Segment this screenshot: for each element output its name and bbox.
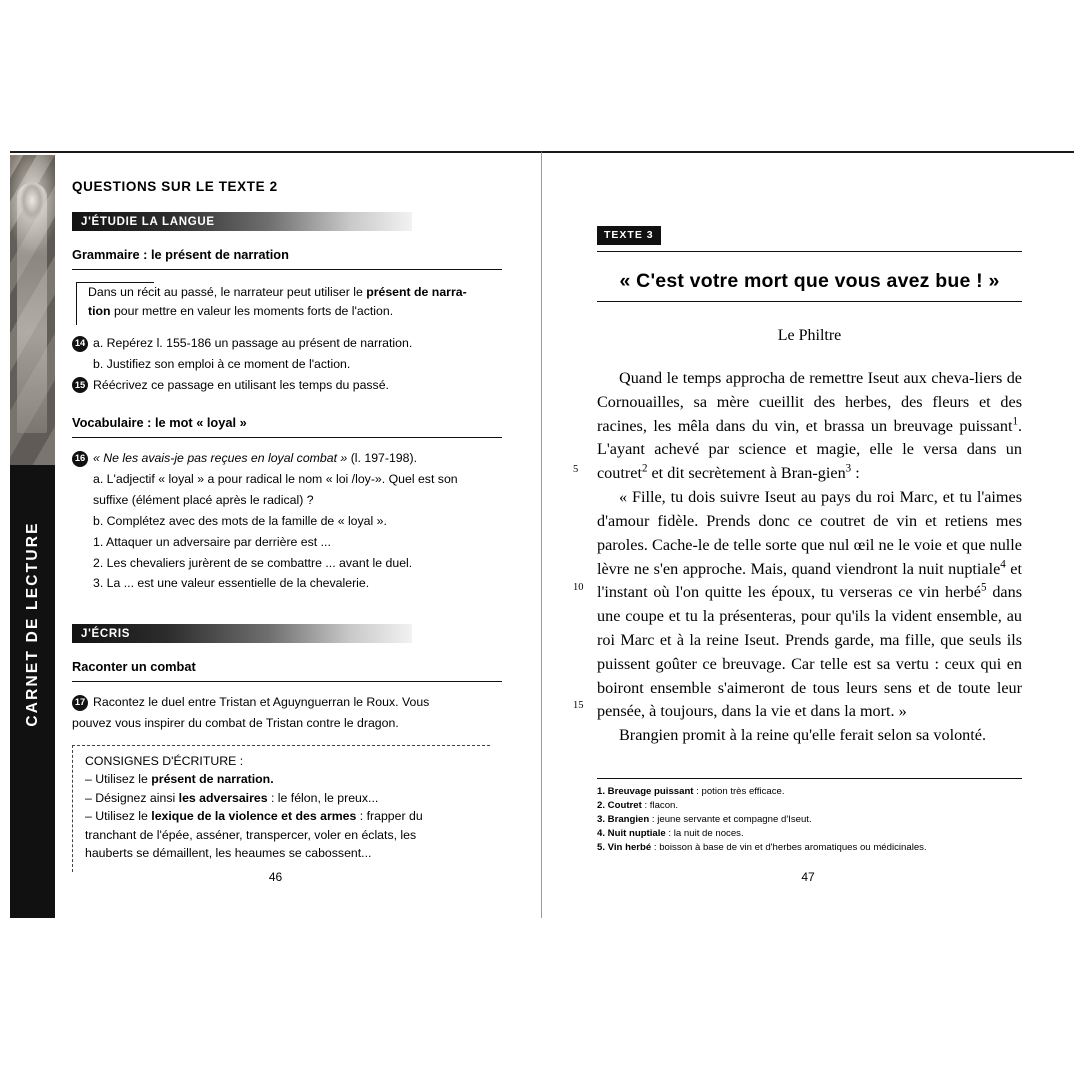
footnote-4-label: 4. Nuit nuptiale <box>597 827 666 839</box>
guideline-3-line3: hauberts se démaillent, les heaumes se cabossent... <box>85 846 372 861</box>
question-16a-line1: a. L'adjectif « loyal » a pour radical le nom « loi /loy-». Quel est son <box>93 472 458 487</box>
guideline-3-post: : frapper du <box>356 809 423 824</box>
guideline-3-pre: – Utilisez le <box>85 809 152 824</box>
text-number-tag: TEXTE 3 <box>597 226 661 245</box>
statue-figure <box>17 183 47 433</box>
paragraph-2 <box>597 486 1022 724</box>
footnote-2-text: : flacon. <box>641 799 679 811</box>
paragraph-3: Brangien promit à la reine qu'elle ferait selon sa volonté. <box>619 726 987 745</box>
footnote-ref-2: 2 <box>641 462 648 475</box>
footnote-ref-4: 4 <box>1000 558 1006 571</box>
divider-title <box>597 301 1022 302</box>
illustration-statue-image <box>10 155 55 465</box>
folio-right: 47 <box>801 870 815 884</box>
write-heading: Raconter un combat <box>72 659 196 675</box>
left-page-content <box>72 179 512 872</box>
line-number-5: 5 <box>573 464 579 475</box>
section-band-language-label: J'ÉTUDIE LA LANGUE <box>81 215 215 228</box>
guidelines-title: CONSIGNES D'ÉCRITURE : <box>85 753 244 768</box>
paragraph-1-part-c: et dit secrètement à Bran-gien <box>647 464 846 483</box>
divider-vocabulary <box>72 437 502 438</box>
question-16b: b. Complétez avec des mots de la famille de « loyal ». <box>93 513 387 528</box>
right-page-content <box>573 225 1022 855</box>
question-number-badge: 16 <box>72 451 88 467</box>
text-body <box>573 367 1022 748</box>
footnote-1-text: : potion très efficace. <box>693 786 785 797</box>
section-band-language <box>72 212 412 231</box>
note-part-1: Dans un récit au passé, le narrateur peut utiliser le <box>88 285 367 299</box>
footnote-2 <box>597 799 1022 813</box>
question-17 <box>72 694 512 712</box>
note-part-2: pour mettre en valeur les moments forts de l'action. <box>110 304 394 319</box>
note-bold-1: présent de narra- <box>366 285 467 299</box>
book-spread <box>0 151 1083 916</box>
paragraph-2-part-b: et l'instant où l'on quitte les époux, tu verseras ce vin herbé <box>597 559 1022 602</box>
footnote-ref-5: 5 <box>980 581 987 594</box>
guideline-3-bold: lexique de la violence et des armes <box>151 809 357 824</box>
sidebar-vertical-title-text: CARNET DE LECTURE <box>23 521 41 727</box>
section-band-write <box>72 624 412 643</box>
divider-grammar <box>72 269 502 270</box>
page-title: QUESTIONS SUR LE TEXTE 2 <box>72 179 278 194</box>
question-16 <box>72 450 512 468</box>
footnote-5-label: 5. Vin herbé <box>597 841 652 853</box>
footnote-ref-1: 1 <box>1012 415 1018 428</box>
grammar-note-text-2 <box>88 303 502 320</box>
guideline-3-line2: tranchant de l'épée, asséner, transpercer, voler en éclats, les <box>85 827 417 842</box>
grammar-heading: Grammaire : le présent de narration <box>72 247 289 262</box>
text-title: « C'est votre mort que vous avez bue ! » <box>619 270 1000 292</box>
footnotes <box>597 778 1022 855</box>
paragraph-1-part-a: Quand le temps approcha de remettre Iseut aux cheva-liers de Cornouailles, sa mère cueillit des herbes, des fleurs et des racines, les mêla dans du vin, et brassa un breuvage puissant <box>597 369 1022 435</box>
divider-write <box>72 681 502 682</box>
guideline-2-pre: – Désignez ainsi <box>85 790 179 805</box>
note-bold-2: tion <box>88 304 111 319</box>
footnote-1 <box>597 785 1022 799</box>
guideline-1-bold: présent de narration. <box>151 772 274 787</box>
line-number-10: 10 <box>573 582 584 593</box>
folio-left: 46 <box>268 870 283 884</box>
footnote-4-text: : la nuit de noces. <box>665 827 744 839</box>
guideline-3 <box>85 808 484 825</box>
question-16-item-2: 2. Les chevaliers jurèrent de se combattre ... avant le duel. <box>93 555 413 570</box>
paragraph-1 <box>597 367 1022 486</box>
footnote-1-label: 1. Breuvage puissant <box>597 786 694 797</box>
divider-tag <box>597 251 1022 252</box>
sidebar-vertical-title <box>10 465 55 918</box>
line-number-15: 15 <box>573 700 584 711</box>
question-17-line1: Racontez le duel entre Tristan et Aguynguerran le Roux. Vous <box>93 695 430 710</box>
sidebar-strip <box>10 155 55 918</box>
guideline-1-pre: – Utilisez le <box>85 772 152 787</box>
question-17-line2: pouvez vous inspirer du combat de Tristan contre le dragon. <box>72 716 399 731</box>
guideline-2-bold: les adversaires <box>178 790 268 805</box>
footnote-5 <box>597 841 1022 855</box>
question-16-item-3: 3. La ... est une valeur essentielle de la chevalerie. <box>93 576 370 591</box>
question-16-quote: « Ne les avais-je pas reçues en loyal combat » <box>93 451 348 466</box>
footnote-5-text: : boisson à base de vin et d'herbes aromatiques ou médicinales. <box>651 841 927 853</box>
question-14a-text: a. Repérez l. 155-186 un passage au présent de narration. <box>93 335 413 350</box>
question-16-item-1: 1. Attaquer un adversaire par derrière est ... <box>93 534 331 549</box>
question-number-badge: 14 <box>72 336 88 352</box>
question-15 <box>72 377 512 395</box>
footnote-2-label: 2. Coutret <box>597 799 642 811</box>
question-14a <box>72 335 512 353</box>
paragraph-2-part-c: dans une coupe et tu la présenteras, pour qu'ils la vident ensemble, au roi Marc et à la reine Iseut. Prends garde, ma fille, que seuls ils puissent goûter ce breuvage. Car telle est sa vertu : ceux qui en boiront ensemble s'aimeront de tous leurs sens et de toute leur pensée, à toujours, dans la vie et dans la mort. » <box>597 583 1022 721</box>
guideline-1 <box>85 771 484 788</box>
footnote-4 <box>597 827 1022 841</box>
paragraph-1-part-b: . L'ayant achevé par science et magie, elle le versa dans un coutret <box>597 416 1022 483</box>
writing-guidelines-box <box>72 745 490 872</box>
grammar-note-box <box>72 282 502 325</box>
question-16-ref: (l. 197-198). <box>347 451 417 466</box>
question-14b: b. Justifiez son emploi à ce moment de l'action. <box>93 356 351 371</box>
guideline-2 <box>85 790 484 807</box>
guideline-2-post: : le félon, le preux... <box>267 790 379 805</box>
footnote-3 <box>597 813 1022 827</box>
question-number-badge: 15 <box>72 377 88 393</box>
text-subtitle: Le Philtre <box>777 327 842 344</box>
question-number-badge: 17 <box>72 695 88 711</box>
paragraph-2-part-a: « Fille, tu dois suivre Iseut au pays du roi Marc, et tu l'aimes d'amour fidèle. Prends donc ce coutret de vin et retiens mes paroles. Cache-le de telle sorte que nul œil ne le voie et que nulle lèvre ne s'en approche. Mais, quand viendront la nuit nuptiale <box>597 488 1022 578</box>
paragraph-1-part-d: : <box>851 464 860 483</box>
section-band-write-label: J'ÉCRIS <box>81 627 131 640</box>
footnote-3-text: : jeune servante et compagne d'Iseut. <box>649 813 812 825</box>
footnote-ref-3: 3 <box>845 462 852 475</box>
left-page <box>10 151 541 918</box>
grammar-note-text <box>88 284 502 301</box>
right-page <box>541 151 1074 918</box>
question-15-text: Réécrivez ce passage en utilisant les temps du passé. <box>93 377 389 392</box>
question-16-subitems <box>72 471 512 593</box>
footnote-3-label: 3. Brangien <box>597 813 650 825</box>
vocabulary-heading: Vocabulaire : le mot « loyal » <box>72 415 247 431</box>
question-16a-line2: suffixe (élément placé après le radical) ? <box>93 493 314 508</box>
